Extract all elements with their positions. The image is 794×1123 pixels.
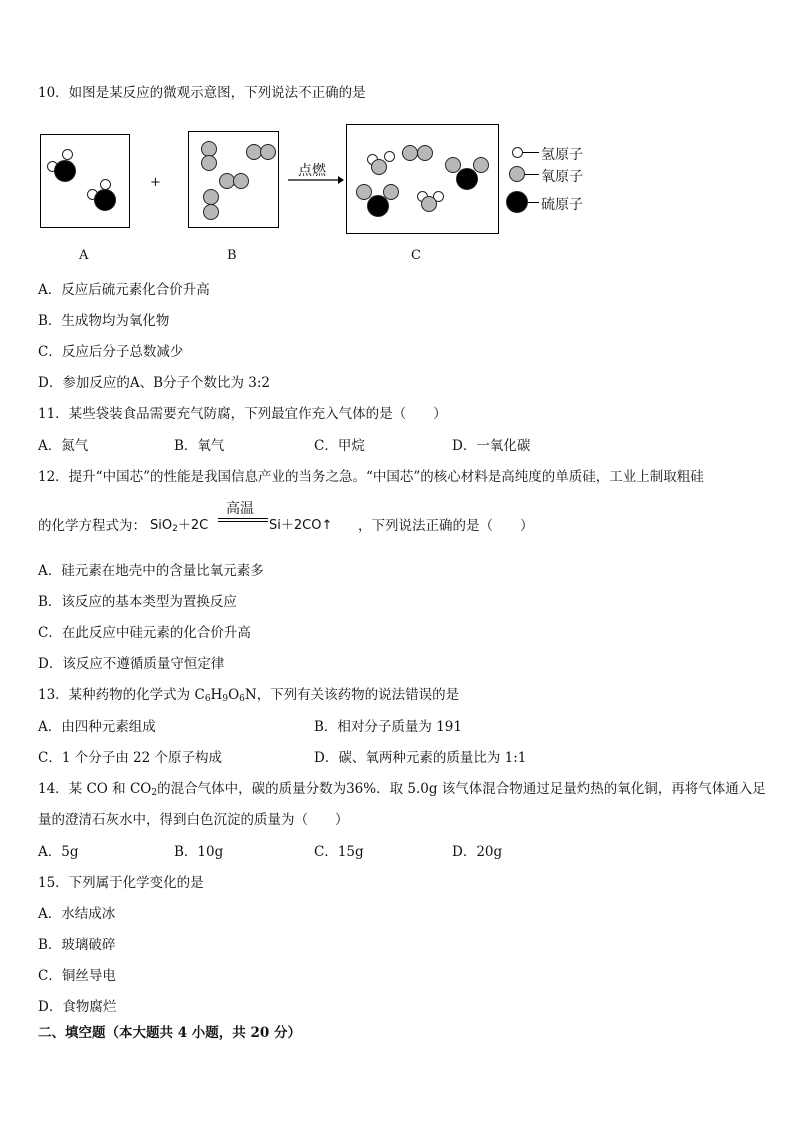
oxygen-atom — [371, 159, 387, 175]
q12-stem: 12．提升“中国芯”的性能是我国信息产业的当务之急。“中国芯”的核心材料是高纯度的单质硅，工业上制取粗硅 — [38, 469, 704, 485]
q12-option-c[interactable]: C．在此反应中硅元素的化合价升高 — [38, 625, 251, 641]
q11-stem: 11．某些袋装食品需要充气防腐，下列最宜作充入气体的是（ ） — [38, 406, 447, 422]
q14-option-b[interactable]: B．10g — [174, 844, 224, 860]
sulfur-atom — [54, 160, 76, 182]
q11-option-d[interactable]: D．一氧化碳 — [452, 438, 531, 454]
section-heading-fill-in: 二、填空题（本大题共 4 小题，共 20 分） — [38, 1025, 301, 1041]
q15-stem: 15．下列属于化学变化的是 — [38, 875, 204, 891]
sulfur-atom — [94, 189, 116, 211]
q15-option-c[interactable]: C．铜丝导电 — [38, 968, 116, 984]
sulfur-atom — [456, 168, 478, 190]
q15-option-d[interactable]: D．食物腐烂 — [38, 999, 117, 1015]
q10-stem: 10．如图是某反应的微观示意图，下列说法不正确的是 — [38, 85, 366, 101]
eq-suffix: ，下列说法正确的是（ ） — [358, 518, 534, 534]
oxygen-atom — [201, 155, 217, 171]
oxygen-atom — [421, 196, 437, 212]
q11-option-c[interactable]: C．甲烷 — [314, 438, 365, 454]
hydrogen-atom — [62, 149, 73, 160]
plus-sign: + — [150, 175, 161, 190]
q13-option-d[interactable]: D．碳、氧两种元素的质量比为 1:1 — [314, 750, 527, 766]
legend-hydrogen: 氢原子 — [541, 147, 583, 163]
q10-option-b[interactable]: B．生成物均为氧化物 — [38, 313, 170, 329]
q14-option-d[interactable]: D．20g — [452, 844, 503, 860]
q12-option-a[interactable]: A．硅元素在地壳中的含量比氧元素多 — [38, 563, 264, 579]
q10-option-a[interactable]: A．反应后硫元素化合价升高 — [38, 282, 210, 298]
box-b — [188, 131, 279, 228]
arrow-condition: 点燃 — [298, 163, 326, 179]
oxygen-atom — [233, 173, 249, 189]
q10-option-d[interactable]: D．参加反应的A、B分子个数比为 3:2 — [38, 375, 271, 391]
q13-option-c[interactable]: C．1 个分子由 22 个原子构成 — [38, 750, 222, 766]
caption-b: B — [227, 248, 237, 263]
caption-a: A — [79, 248, 89, 263]
box-a — [40, 134, 130, 228]
caption-c: C — [411, 248, 421, 263]
q12-option-b[interactable]: B．该反应的基本类型为置换反应 — [38, 594, 237, 610]
oxygen-atom — [203, 189, 219, 205]
oxygen-atom — [203, 204, 219, 220]
hydrogen-atom — [384, 151, 395, 162]
legend-sulfur: 硫原子 — [541, 197, 583, 213]
q14-option-a[interactable]: A．5g — [38, 844, 79, 860]
box-c — [346, 124, 499, 234]
eq-left: SiO$_2$＋2C — [150, 518, 209, 534]
sulfur-atom — [367, 195, 389, 217]
eq-right: Si＋2CO↑ — [269, 518, 333, 533]
oxygen-atom — [402, 145, 418, 161]
reaction-arrow-icon — [288, 174, 344, 186]
eq-condition: 高温 — [226, 501, 254, 517]
q11-option-a[interactable]: A．氮气 — [38, 438, 89, 454]
q15-option-b[interactable]: B．玻璃破碎 — [38, 937, 116, 953]
sulfur-legend-icon — [506, 191, 528, 213]
q14-option-c[interactable]: C．15g — [314, 844, 364, 860]
hydrogen-legend-icon — [512, 147, 523, 158]
q14-stem: 14．某 CO 和 $CO_2$的混合气体中，碳的质量分数为36%．取 5.0g 该气体混合物通过足量灼热的氧化铜，再将气体通入足 — [38, 781, 766, 798]
q11-option-b[interactable]: B．氧气 — [174, 438, 225, 454]
q13-option-a[interactable]: A．由四种元素组成 — [38, 719, 156, 735]
q15-option-a[interactable]: A．水结成冰 — [38, 906, 116, 922]
q13-stem: 13．某种药物的化学式为 $C_6H_9O_6N$，下列有关该药物的说法错误的是 — [38, 687, 460, 704]
oxygen-atom — [473, 157, 489, 173]
legend-oxygen: 氧原子 — [541, 169, 583, 185]
eq-prefix: 的化学方程式为： — [38, 518, 146, 534]
oxygen-atom — [260, 144, 276, 160]
q12-option-d[interactable]: D．该反应不遵循质量守恒定律 — [38, 656, 225, 672]
q13-option-b[interactable]: B．相对分子质量为 191 — [314, 719, 462, 735]
q14-stem-line2: 量的澄清石灰水中，得到白色沉淀的质量为（ ） — [38, 812, 349, 828]
oxygen-legend-icon — [509, 166, 525, 182]
oxygen-atom — [417, 145, 433, 161]
q10-option-c[interactable]: C．反应后分子总数减少 — [38, 344, 184, 360]
